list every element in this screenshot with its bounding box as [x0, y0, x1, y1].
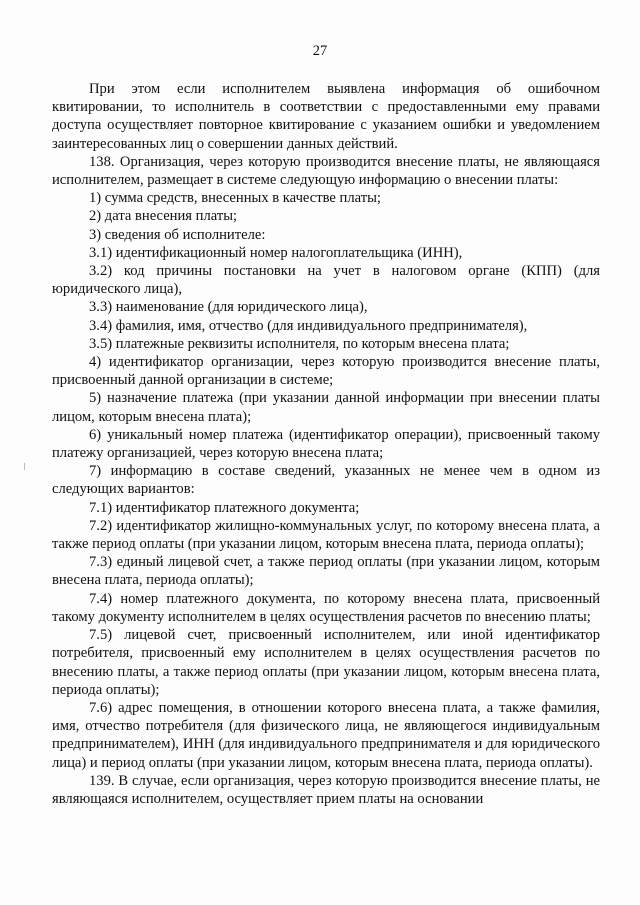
- paragraph: 4) идентификатор организации, через которую производится внесение платы, присвоенный данной организации в системе;: [52, 354, 600, 389]
- paragraph: 3.4) фамилия, имя, отчество (для индивидуального предпринимателя),: [89, 317, 528, 334]
- document-body: [52, 80, 600, 808]
- paragraph: 7.5) лицевой счет, присвоенный исполнителем, или иной идентификатор потребителя, присвоенный ему исполнителем в целях осуществления расчетов по внесению платы, а также период оплаты (при указании лицом, которым внесена плата, периода оплаты);: [52, 627, 600, 698]
- paragraph: 3.2) код причины постановки на учет в налоговом органе (КПП) (для юридического лица),: [52, 263, 600, 298]
- paragraph: 3.1) идентификационный номер налогоплательщика (ИНН),: [89, 244, 463, 261]
- paragraph: 7.1) идентификатор платежного документа;: [89, 499, 360, 516]
- paragraph: 5) назначение платежа (при указании данной информации при внесении платы лицом, которым внесена плата);: [52, 390, 600, 425]
- paragraph: 1) сумма средств, внесенных в качестве платы;: [89, 190, 381, 207]
- paragraph: 139. В случае, если организация, через которую производится внесение платы, не являющаяся исполнителем, осуществляет прием платы на основании: [52, 772, 600, 807]
- paragraph: 2) дата внесения платы;: [89, 208, 238, 225]
- paragraph: 3.5) платежные реквизиты исполнителя, по которым внесена плата;: [89, 335, 510, 352]
- paragraph: 7.4) номер платежного документа, по которому внесена плата, присвоенный такому документу исполнителем в целях осуществления расчетов по внесению платы;: [52, 590, 600, 625]
- paragraph: 7.3) единый лицевой счет, а также период оплаты (при указании лицом, которым внесена плата, периода оплаты);: [52, 554, 600, 589]
- paragraph: 3.3) наименование (для юридического лица),: [89, 299, 368, 316]
- paragraph: При этом если исполнителем выявлена информация об ошибочном квитировании, то исполнитель в соответствии с предоставленными ему правами доступа осуществляет повторное квитирование с указанием ошибки и уведомлением заинтересованных лиц о совершении данных действий.: [52, 81, 600, 152]
- paragraph: 3) сведения об исполнителе:: [89, 226, 266, 243]
- paragraph: 138. Организация, через которую производится внесение платы, не являющаяся исполнителем, размещает в системе следующую информацию о внесении платы:: [52, 153, 600, 189]
- page-number: 27: [312, 43, 328, 59]
- paragraph: 7.6) адрес помещения, в отношении которого внесена плата, а также фамилия, имя, отчество потребителя (для физического лица, не являющегося индивидуальным предпринимателем), ИНН (для индивидуального предпринимателя и для юридического лица) и период оплаты (при указании лицом, которым внесена плата, периода оплаты).: [52, 699, 600, 771]
- paragraph: 6) уникальный номер платежа (идентификатор операции), присвоенный такому платежу организацией, через которую внесена плата;: [52, 426, 600, 462]
- paragraph: 7.2) идентификатор жилищно-коммунальных услуг, по которому внесена плата, а также период оплаты (при указании лицом, которым внесена плата, периода оплаты);: [52, 517, 600, 553]
- scan-mark: [24, 463, 28, 470]
- paragraph: 7) информацию в составе сведений, указанных не менее чем в одном из следующих вариантов:: [52, 463, 600, 498]
